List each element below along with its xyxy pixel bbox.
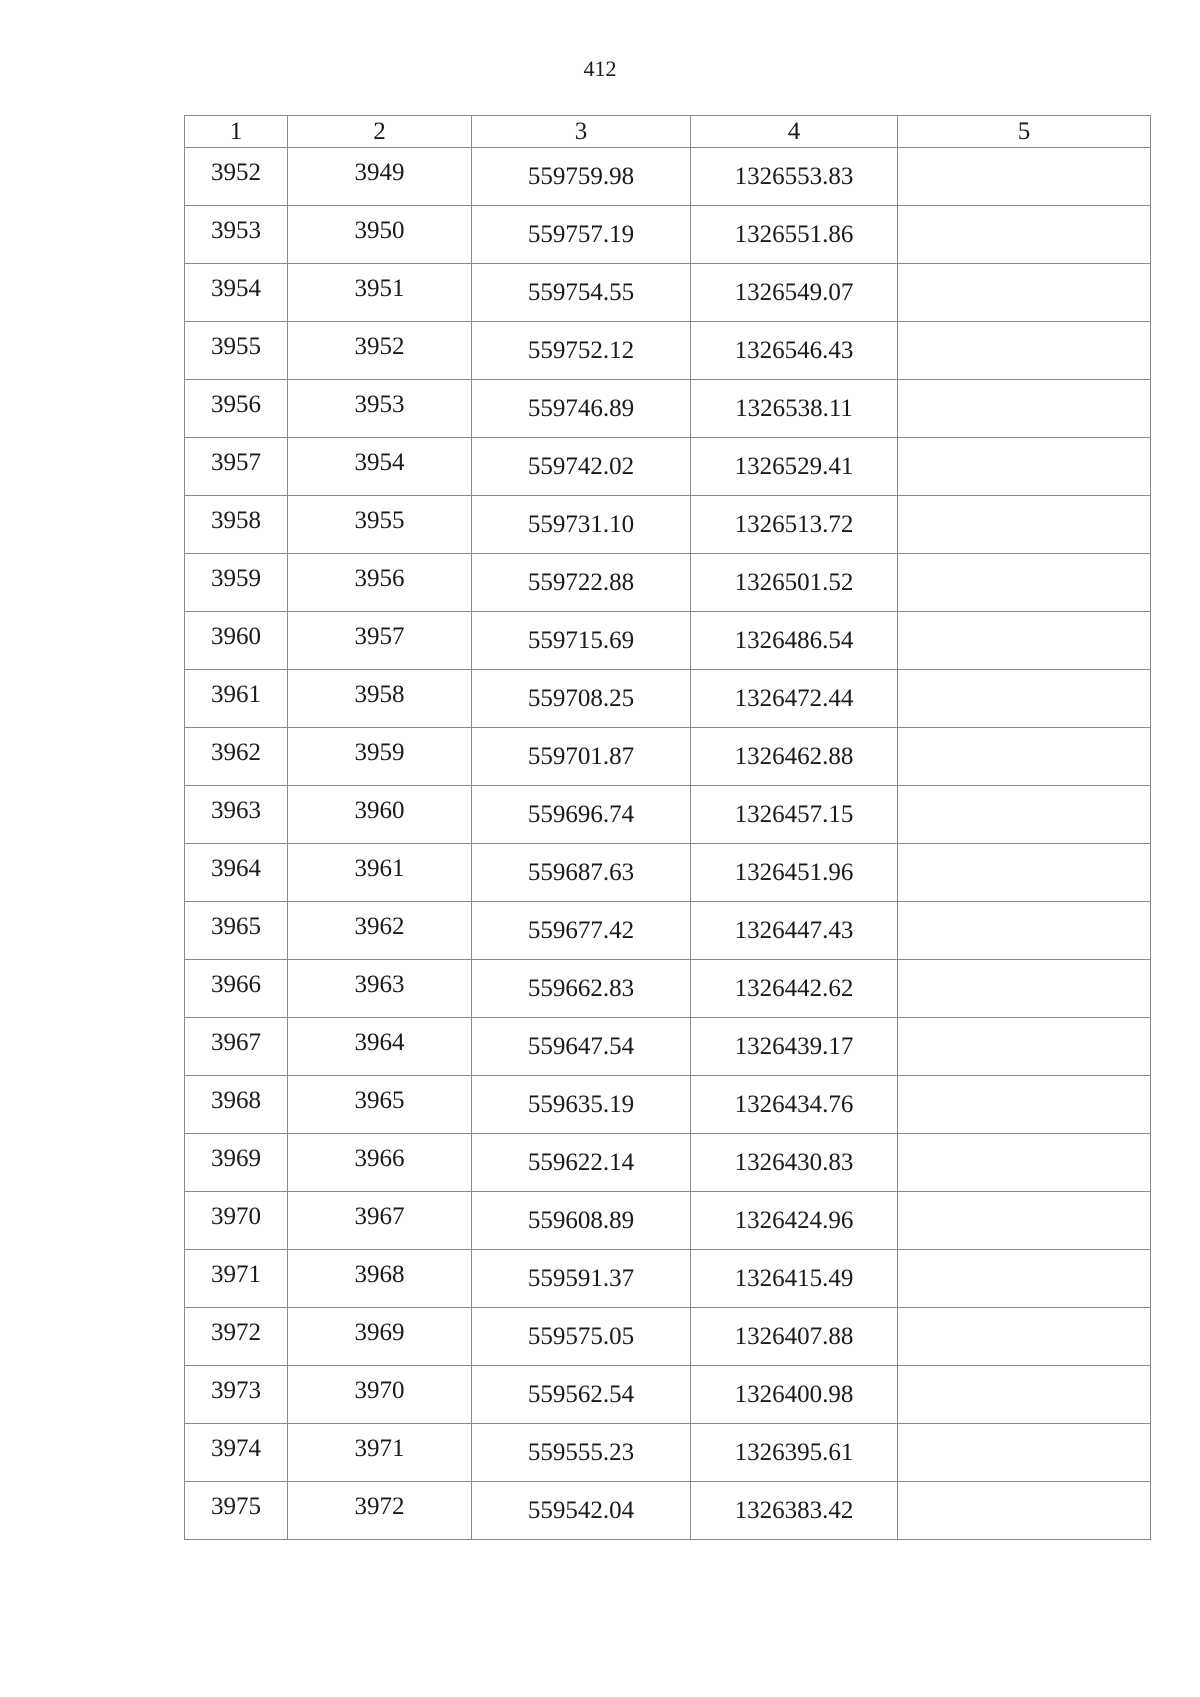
table-row: [185, 554, 1151, 612]
cell-note: [898, 1366, 1151, 1424]
cell-y-coordinate: 1326457.15: [691, 786, 898, 844]
cell-note: [898, 1308, 1151, 1366]
table-row: [185, 960, 1151, 1018]
cell-y-coordinate: 1326462.88: [691, 728, 898, 786]
cell-y-coordinate: 1326553.83: [691, 148, 898, 206]
cell-y-coordinate: 1326430.83: [691, 1134, 898, 1192]
cell-x-coordinate: 559591.37: [472, 1250, 691, 1308]
cell-y-coordinate: 1326407.88: [691, 1308, 898, 1366]
cell-point-number: 3965: [185, 902, 288, 960]
cell-previous-point: 3952: [288, 322, 472, 380]
table-row: [185, 670, 1151, 728]
cell-point-number: 3957: [185, 438, 288, 496]
cell-y-coordinate: 1326439.17: [691, 1018, 898, 1076]
cell-previous-point: 3958: [288, 670, 472, 728]
cell-y-coordinate: 1326546.43: [691, 322, 898, 380]
cell-y-coordinate: 1326529.41: [691, 438, 898, 496]
cell-x-coordinate: 559701.87: [472, 728, 691, 786]
column-header: 5: [898, 116, 1151, 148]
cell-note: [898, 496, 1151, 554]
cell-point-number: 3966: [185, 960, 288, 1018]
cell-note: [898, 1482, 1151, 1540]
cell-y-coordinate: 1326442.62: [691, 960, 898, 1018]
cell-previous-point: 3972: [288, 1482, 472, 1540]
table-header: [185, 116, 1151, 148]
cell-note: [898, 728, 1151, 786]
cell-point-number: 3971: [185, 1250, 288, 1308]
cell-y-coordinate: 1326486.54: [691, 612, 898, 670]
cell-point-number: 3974: [185, 1424, 288, 1482]
table-row: [185, 148, 1151, 206]
cell-note: [898, 438, 1151, 496]
cell-note: [898, 1424, 1151, 1482]
cell-point-number: 3967: [185, 1018, 288, 1076]
cell-x-coordinate: 559635.19: [472, 1076, 691, 1134]
cell-previous-point: 3953: [288, 380, 472, 438]
cell-previous-point: 3951: [288, 264, 472, 322]
cell-previous-point: 3963: [288, 960, 472, 1018]
cell-y-coordinate: 1326395.61: [691, 1424, 898, 1482]
cell-point-number: 3960: [185, 612, 288, 670]
cell-note: [898, 1134, 1151, 1192]
cell-x-coordinate: 559759.98: [472, 148, 691, 206]
cell-x-coordinate: 559731.10: [472, 496, 691, 554]
table-row: [185, 322, 1151, 380]
cell-x-coordinate: 559696.74: [472, 786, 691, 844]
cell-point-number: 3961: [185, 670, 288, 728]
cell-y-coordinate: 1326451.96: [691, 844, 898, 902]
cell-note: [898, 1076, 1151, 1134]
table-row: [185, 612, 1151, 670]
cell-previous-point: 3971: [288, 1424, 472, 1482]
cell-previous-point: 3957: [288, 612, 472, 670]
table-row: [185, 380, 1151, 438]
table-row: [185, 264, 1151, 322]
cell-note: [898, 670, 1151, 728]
table-row: [185, 844, 1151, 902]
cell-note: [898, 1192, 1151, 1250]
column-header: 4: [691, 116, 898, 148]
cell-note: [898, 612, 1151, 670]
cell-previous-point: 3961: [288, 844, 472, 902]
cell-point-number: 3955: [185, 322, 288, 380]
cell-point-number: 3964: [185, 844, 288, 902]
cell-previous-point: 3964: [288, 1018, 472, 1076]
cell-x-coordinate: 559757.19: [472, 206, 691, 264]
cell-x-coordinate: 559562.54: [472, 1366, 691, 1424]
table-row: [185, 1308, 1151, 1366]
table-row: [185, 1424, 1151, 1482]
cell-note: [898, 902, 1151, 960]
column-header: 2: [288, 116, 472, 148]
cell-previous-point: 3962: [288, 902, 472, 960]
cell-point-number: 3973: [185, 1366, 288, 1424]
cell-previous-point: 3950: [288, 206, 472, 264]
cell-point-number: 3954: [185, 264, 288, 322]
cell-note: [898, 1250, 1151, 1308]
cell-previous-point: 3965: [288, 1076, 472, 1134]
cell-y-coordinate: 1326513.72: [691, 496, 898, 554]
cell-note: [898, 554, 1151, 612]
table-row: [185, 438, 1151, 496]
cell-point-number: 3975: [185, 1482, 288, 1540]
coordinates-table: [184, 115, 1151, 1540]
cell-previous-point: 3969: [288, 1308, 472, 1366]
column-header: 1: [185, 116, 288, 148]
cell-y-coordinate: 1326472.44: [691, 670, 898, 728]
column-header: 3: [472, 116, 691, 148]
table-row: [185, 902, 1151, 960]
cell-note: [898, 1018, 1151, 1076]
cell-x-coordinate: 559752.12: [472, 322, 691, 380]
cell-y-coordinate: 1326424.96: [691, 1192, 898, 1250]
cell-point-number: 3953: [185, 206, 288, 264]
cell-note: [898, 322, 1151, 380]
cell-point-number: 3952: [185, 148, 288, 206]
cell-note: [898, 380, 1151, 438]
cell-x-coordinate: 559662.83: [472, 960, 691, 1018]
table-row: [185, 496, 1151, 554]
cell-x-coordinate: 559742.02: [472, 438, 691, 496]
cell-point-number: 3958: [185, 496, 288, 554]
cell-note: [898, 264, 1151, 322]
cell-previous-point: 3959: [288, 728, 472, 786]
cell-x-coordinate: 559608.89: [472, 1192, 691, 1250]
cell-x-coordinate: 559555.23: [472, 1424, 691, 1482]
table-row: [185, 1366, 1151, 1424]
cell-x-coordinate: 559542.04: [472, 1482, 691, 1540]
cell-previous-point: 3967: [288, 1192, 472, 1250]
table-row: [185, 1192, 1151, 1250]
cell-previous-point: 3956: [288, 554, 472, 612]
cell-x-coordinate: 559722.88: [472, 554, 691, 612]
cell-y-coordinate: 1326383.42: [691, 1482, 898, 1540]
cell-y-coordinate: 1326415.49: [691, 1250, 898, 1308]
cell-point-number: 3970: [185, 1192, 288, 1250]
cell-note: [898, 844, 1151, 902]
cell-y-coordinate: 1326549.07: [691, 264, 898, 322]
table-row: [185, 1076, 1151, 1134]
cell-previous-point: 3966: [288, 1134, 472, 1192]
cell-note: [898, 206, 1151, 264]
cell-y-coordinate: 1326400.98: [691, 1366, 898, 1424]
cell-x-coordinate: 559687.63: [472, 844, 691, 902]
cell-point-number: 3963: [185, 786, 288, 844]
cell-y-coordinate: 1326538.11: [691, 380, 898, 438]
cell-previous-point: 3968: [288, 1250, 472, 1308]
cell-y-coordinate: 1326447.43: [691, 902, 898, 960]
cell-note: [898, 786, 1151, 844]
cell-x-coordinate: 559754.55: [472, 264, 691, 322]
table-row: [185, 1134, 1151, 1192]
cell-previous-point: 3970: [288, 1366, 472, 1424]
cell-note: [898, 960, 1151, 1018]
cell-y-coordinate: 1326434.76: [691, 1076, 898, 1134]
cell-point-number: 3962: [185, 728, 288, 786]
header-row: [185, 116, 1151, 148]
cell-y-coordinate: 1326501.52: [691, 554, 898, 612]
table-row: [185, 206, 1151, 264]
cell-x-coordinate: 559746.89: [472, 380, 691, 438]
cell-x-coordinate: 559708.25: [472, 670, 691, 728]
cell-previous-point: 3955: [288, 496, 472, 554]
cell-x-coordinate: 559622.14: [472, 1134, 691, 1192]
table-row: [185, 1482, 1151, 1540]
table-row: [185, 786, 1151, 844]
cell-point-number: 3972: [185, 1308, 288, 1366]
cell-point-number: 3956: [185, 380, 288, 438]
cell-previous-point: 3949: [288, 148, 472, 206]
cell-point-number: 3969: [185, 1134, 288, 1192]
page-number: 412: [583, 56, 617, 81]
cell-point-number: 3968: [185, 1076, 288, 1134]
cell-point-number: 3959: [185, 554, 288, 612]
cell-x-coordinate: 559647.54: [472, 1018, 691, 1076]
cell-y-coordinate: 1326551.86: [691, 206, 898, 264]
cell-previous-point: 3954: [288, 438, 472, 496]
table-row: [185, 1018, 1151, 1076]
cell-x-coordinate: 559715.69: [472, 612, 691, 670]
table-row: [185, 728, 1151, 786]
cell-previous-point: 3960: [288, 786, 472, 844]
cell-x-coordinate: 559677.42: [472, 902, 691, 960]
table-row: [185, 1250, 1151, 1308]
cell-note: [898, 148, 1151, 206]
table-body: [185, 148, 1151, 1540]
cell-x-coordinate: 559575.05: [472, 1308, 691, 1366]
